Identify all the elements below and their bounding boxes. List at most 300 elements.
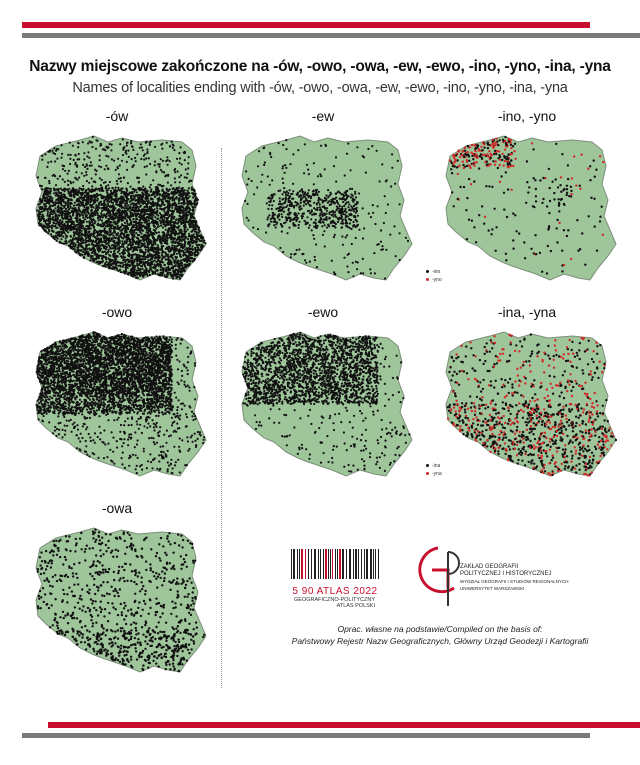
- locality-dot: [46, 225, 48, 227]
- locality-dot: [44, 206, 46, 208]
- locality-dot: [173, 237, 175, 239]
- locality-dot: [462, 164, 464, 166]
- locality-dot: [327, 189, 329, 191]
- locality-dot: [100, 261, 102, 263]
- locality-dot: [70, 235, 72, 237]
- locality-dot: [90, 191, 92, 193]
- locality-dot: [83, 175, 85, 177]
- locality-dot: [161, 203, 163, 205]
- locality-dot: [111, 198, 113, 200]
- locality-dot: [91, 204, 93, 206]
- locality-dot: [308, 189, 310, 191]
- locality-dot: [120, 271, 122, 273]
- locality-dot: [127, 258, 129, 260]
- locality-dot: [124, 236, 126, 238]
- locality-dot: [176, 253, 178, 255]
- locality-dot: [47, 232, 49, 234]
- locality-dot: [349, 222, 351, 224]
- locality-dot: [171, 246, 173, 248]
- locality-dot: [170, 224, 172, 226]
- locality-dot: [367, 148, 369, 150]
- locality-dot: [288, 217, 290, 219]
- locality-dot: [107, 242, 109, 244]
- locality-dot: [283, 187, 285, 189]
- locality-dot: [117, 221, 119, 223]
- locality-dot: [106, 264, 108, 266]
- locality-dot: [42, 195, 44, 197]
- locality-dot: [348, 218, 350, 220]
- locality-dot: [195, 223, 197, 225]
- locality-dot: [122, 211, 124, 213]
- locality-dot: [127, 251, 129, 253]
- locality-dot: [558, 210, 560, 212]
- locality-dot: [191, 230, 193, 232]
- locality-dot: [97, 232, 99, 234]
- locality-dot: [346, 190, 348, 192]
- locality-dot: [45, 200, 47, 202]
- locality-dot: [325, 198, 327, 200]
- locality-dot: [124, 217, 126, 219]
- locality-dot: [139, 147, 141, 149]
- locality-dot: [323, 200, 325, 202]
- locality-dot: [81, 189, 83, 191]
- locality-dot: [97, 206, 99, 208]
- locality-dot: [347, 195, 349, 197]
- locality-dot: [317, 225, 319, 227]
- locality-dot: [116, 261, 118, 263]
- locality-dot: [184, 246, 186, 248]
- locality-dot: [147, 201, 149, 203]
- locality-dot: [41, 208, 43, 210]
- locality-dot: [162, 193, 164, 195]
- locality-dot: [47, 223, 49, 225]
- locality-dot: [81, 172, 83, 174]
- locality-dot: [49, 151, 51, 153]
- locality-dot: [155, 212, 157, 214]
- locality-dot: [137, 226, 139, 228]
- locality-dot: [72, 211, 74, 213]
- locality-dot: [149, 249, 151, 251]
- locality-dot: [86, 180, 88, 182]
- locality-dot: [334, 226, 336, 228]
- locality-dot: [151, 247, 153, 249]
- locality-dot: [82, 185, 84, 187]
- locality-dot: [88, 221, 90, 223]
- locality-dot: [291, 205, 293, 207]
- locality-dot: [41, 188, 43, 190]
- locality-dot: [98, 246, 100, 248]
- locality-dot: [46, 215, 48, 217]
- locality-dot: [335, 197, 337, 199]
- locality-dot: [133, 239, 135, 241]
- locality-dot: [307, 169, 309, 171]
- locality-dot: [157, 214, 159, 216]
- locality-dot: [83, 152, 85, 154]
- locality-dot: [385, 249, 387, 251]
- locality-dot: [172, 240, 174, 242]
- locality-dot: [174, 248, 176, 250]
- locality-dot: [136, 177, 138, 179]
- locality-dot: [282, 182, 284, 184]
- locality-dot: [42, 215, 44, 217]
- locality-dot: [192, 249, 194, 251]
- locality-dot: [198, 239, 200, 241]
- locality-dot: [193, 203, 195, 205]
- locality-dot: [203, 239, 205, 241]
- locality-dot: [92, 215, 94, 217]
- locality-dot: [174, 197, 176, 199]
- locality-dot: [163, 232, 165, 234]
- locality-dot: [129, 210, 131, 212]
- locality-dot: [188, 210, 190, 212]
- locality-dot: [317, 194, 319, 196]
- locality-dot: [68, 188, 70, 190]
- locality-dot: [294, 201, 296, 203]
- locality-dot: [111, 206, 113, 208]
- locality-dot: [45, 197, 47, 199]
- locality-dot: [97, 209, 99, 211]
- locality-dot: [113, 250, 115, 252]
- locality-dot: [81, 254, 83, 256]
- locality-dot: [78, 252, 80, 254]
- locality-dot: [151, 270, 153, 272]
- locality-dot: [134, 157, 136, 159]
- locality-dot: [527, 191, 529, 193]
- locality-dot: [599, 155, 601, 157]
- locality-dot: [51, 197, 53, 199]
- locality-dot: [127, 150, 129, 152]
- locality-dot: [177, 227, 179, 229]
- locality-dot: [118, 227, 120, 229]
- locality-dot: [356, 220, 358, 222]
- locality-dot: [48, 208, 50, 210]
- locality-dot: [133, 190, 135, 192]
- locality-dot: [84, 218, 86, 220]
- locality-dot: [165, 214, 167, 216]
- locality-dot: [360, 272, 362, 274]
- locality-dot: [75, 193, 77, 195]
- locality-dot: [566, 194, 568, 196]
- locality-dot: [371, 145, 373, 147]
- locality-dot: [292, 222, 294, 224]
- locality-dot: [68, 241, 70, 243]
- locality-dot: [501, 153, 503, 155]
- locality-dot: [112, 266, 114, 268]
- locality-dot: [126, 219, 128, 221]
- locality-dot: [73, 192, 75, 194]
- locality-dot: [141, 268, 143, 270]
- locality-dot: [498, 150, 500, 152]
- locality-dot: [95, 245, 97, 247]
- locality-dot: [76, 164, 78, 166]
- locality-dot: [326, 216, 328, 218]
- locality-dot: [52, 216, 54, 218]
- locality-dot: [96, 140, 98, 142]
- locality-dot: [303, 220, 305, 222]
- locality-dot: [124, 205, 126, 207]
- locality-dot: [184, 230, 186, 232]
- locality-dot: [191, 187, 193, 189]
- locality-dot: [78, 142, 80, 144]
- locality-dot: [339, 198, 341, 200]
- locality-dot: [127, 209, 129, 211]
- locality-dot: [505, 171, 507, 173]
- locality-dot: [161, 148, 163, 150]
- locality-dot: [55, 207, 57, 209]
- locality-dot: [50, 188, 52, 190]
- locality-dot: [127, 182, 129, 184]
- locality-dot: [143, 206, 145, 208]
- locality-dot: [68, 170, 70, 172]
- locality-dot: [71, 226, 73, 228]
- locality-dot: [202, 245, 204, 247]
- locality-dot: [85, 171, 87, 173]
- locality-dot: [67, 231, 69, 233]
- locality-dot: [88, 228, 90, 230]
- locality-dot: [112, 192, 114, 194]
- locality-dot: [147, 242, 149, 244]
- locality-dot: [148, 157, 150, 159]
- locality-dot: [65, 229, 67, 231]
- locality-dot: [149, 274, 151, 276]
- locality-dot: [179, 243, 181, 245]
- locality-dot: [165, 267, 167, 269]
- locality-dot: [52, 205, 54, 207]
- locality-dot: [154, 230, 156, 232]
- locality-dot: [64, 181, 66, 183]
- locality-dot: [158, 193, 160, 195]
- locality-dot: [122, 201, 124, 203]
- locality-dot: [154, 266, 156, 268]
- locality-dot: [82, 210, 84, 212]
- locality-dot: [247, 203, 249, 205]
- locality-dot: [175, 192, 177, 194]
- locality-dot: [137, 277, 139, 279]
- locality-dot: [480, 146, 482, 148]
- locality-dot: [282, 165, 284, 167]
- locality-dot: [244, 200, 246, 202]
- locality-dot: [45, 202, 47, 204]
- locality-dot: [151, 203, 153, 205]
- locality-dot: [168, 230, 170, 232]
- locality-dot: [52, 219, 54, 221]
- locality-dot: [130, 142, 132, 144]
- locality-dot: [91, 164, 93, 166]
- locality-dot: [159, 272, 161, 274]
- locality-dot: [134, 200, 136, 202]
- locality-dot: [178, 215, 180, 217]
- locality-dot: [75, 220, 77, 222]
- locality-dot: [154, 241, 156, 243]
- locality-dot: [135, 220, 137, 222]
- locality-dot: [179, 181, 181, 183]
- locality-dot: [362, 237, 364, 239]
- locality-dot: [144, 211, 146, 213]
- locality-dot: [156, 210, 158, 212]
- locality-dot: [55, 191, 57, 193]
- locality-dot: [183, 264, 185, 266]
- locality-dot: [349, 209, 351, 211]
- locality-dot: [92, 224, 94, 226]
- map-poland-ino-yno: [432, 128, 622, 298]
- locality-dot: [346, 265, 348, 267]
- locality-dot: [191, 189, 193, 191]
- locality-dot: [67, 180, 69, 182]
- locality-dot: [168, 260, 170, 262]
- locality-dot: [131, 198, 133, 200]
- locality-dot: [112, 187, 114, 189]
- locality-dot: [173, 216, 175, 218]
- locality-dot: [187, 228, 189, 230]
- locality-dot: [96, 242, 98, 244]
- locality-dot: [67, 225, 69, 227]
- locality-dot: [182, 187, 184, 189]
- locality-dot: [47, 220, 49, 222]
- locality-dot: [99, 145, 101, 147]
- locality-dot: [181, 199, 183, 201]
- locality-dot: [80, 250, 82, 252]
- locality-dot: [73, 235, 75, 237]
- locality-dot: [158, 252, 160, 254]
- locality-dot: [76, 230, 78, 232]
- locality-dot: [320, 175, 322, 177]
- locality-dot: [283, 202, 285, 204]
- locality-dot: [154, 220, 156, 222]
- locality-dot: [44, 153, 46, 155]
- locality-dot: [105, 199, 107, 201]
- locality-dot: [172, 230, 174, 232]
- locality-dot: [121, 223, 123, 225]
- locality-dot: [348, 213, 350, 215]
- locality-dot: [163, 204, 165, 206]
- locality-dot: [362, 155, 364, 157]
- locality-dot: [288, 227, 290, 229]
- locality-dot: [282, 178, 284, 180]
- locality-dot: [179, 253, 181, 255]
- locality-dot: [167, 182, 169, 184]
- locality-dot: [287, 192, 289, 194]
- locality-dot: [48, 180, 50, 182]
- locality-dot: [78, 243, 80, 245]
- bottom-red-bar: [48, 722, 640, 728]
- locality-dot: [157, 244, 159, 246]
- locality-dot: [575, 184, 577, 186]
- locality-dot: [142, 202, 144, 204]
- locality-dot: [167, 254, 169, 256]
- locality-dot: [179, 249, 181, 251]
- locality-dot: [97, 217, 99, 219]
- locality-dot: [75, 217, 77, 219]
- locality-dot: [105, 187, 107, 189]
- locality-dot: [579, 185, 581, 187]
- locality-dot: [74, 225, 76, 227]
- locality-dot: [148, 238, 150, 240]
- locality-dot: [335, 209, 337, 211]
- locality-dot: [161, 258, 163, 260]
- locality-dot: [258, 150, 260, 152]
- locality-dot: [192, 260, 194, 262]
- locality-dot: [148, 225, 150, 227]
- locality-dot: [135, 160, 137, 162]
- locality-dot: [153, 251, 155, 253]
- locality-dot: [95, 240, 97, 242]
- locality-dot: [315, 243, 317, 245]
- locality-dot: [103, 204, 105, 206]
- locality-dot: [162, 234, 164, 236]
- locality-dot: [38, 204, 40, 206]
- locality-dot: [128, 243, 130, 245]
- locality-dot: [71, 246, 73, 248]
- locality-dot: [108, 194, 110, 196]
- locality-dot: [167, 175, 169, 177]
- locality-dot: [354, 216, 356, 218]
- locality-dot: [194, 196, 196, 198]
- locality-dot: [150, 188, 152, 190]
- locality-dot: [326, 226, 328, 228]
- locality-dot: [129, 186, 131, 188]
- locality-dot: [120, 212, 122, 214]
- locality-dot: [108, 254, 110, 256]
- locality-dot: [41, 159, 43, 161]
- locality-dot: [111, 227, 113, 229]
- top-red-bar: [22, 22, 590, 28]
- locality-dot: [202, 237, 204, 239]
- locality-dot: [174, 189, 176, 191]
- locality-dot: [352, 221, 354, 223]
- locality-dot: [158, 225, 160, 227]
- locality-dot: [122, 147, 124, 149]
- locality-dot: [199, 249, 201, 251]
- locality-dot: [332, 201, 334, 203]
- locality-dot: [91, 177, 93, 179]
- locality-dot: [315, 219, 317, 221]
- locality-dot: [138, 244, 140, 246]
- locality-dot: [51, 229, 53, 231]
- locality-dot: [49, 215, 51, 217]
- locality-dot: [98, 241, 100, 243]
- locality-dot: [271, 216, 273, 218]
- locality-dot: [110, 223, 112, 225]
- locality-dot: [48, 230, 50, 232]
- locality-dot: [161, 171, 163, 173]
- locality-dot: [186, 177, 188, 179]
- locality-dot: [296, 219, 298, 221]
- locality-dot: [154, 193, 156, 195]
- locality-dot: [154, 243, 156, 245]
- locality-dot: [358, 192, 360, 194]
- locality-dot: [198, 226, 200, 228]
- locality-dot: [141, 197, 143, 199]
- locality-dot: [90, 161, 92, 163]
- locality-dot: [122, 187, 124, 189]
- locality-dot: [107, 220, 109, 222]
- locality-dot: [283, 222, 285, 224]
- locality-dot: [55, 236, 57, 238]
- locality-dot: [50, 233, 52, 235]
- locality-dot: [284, 200, 286, 202]
- locality-dot: [353, 224, 355, 226]
- locality-dot: [57, 148, 59, 150]
- locality-dot: [161, 190, 163, 192]
- locality-dot: [170, 221, 172, 223]
- locality-dot: [183, 207, 185, 209]
- locality-dot: [347, 201, 349, 203]
- locality-dot: [304, 200, 306, 202]
- locality-dot: [158, 236, 160, 238]
- locality-dot: [248, 178, 250, 180]
- locality-dot: [337, 221, 339, 223]
- locality-dot: [179, 278, 181, 280]
